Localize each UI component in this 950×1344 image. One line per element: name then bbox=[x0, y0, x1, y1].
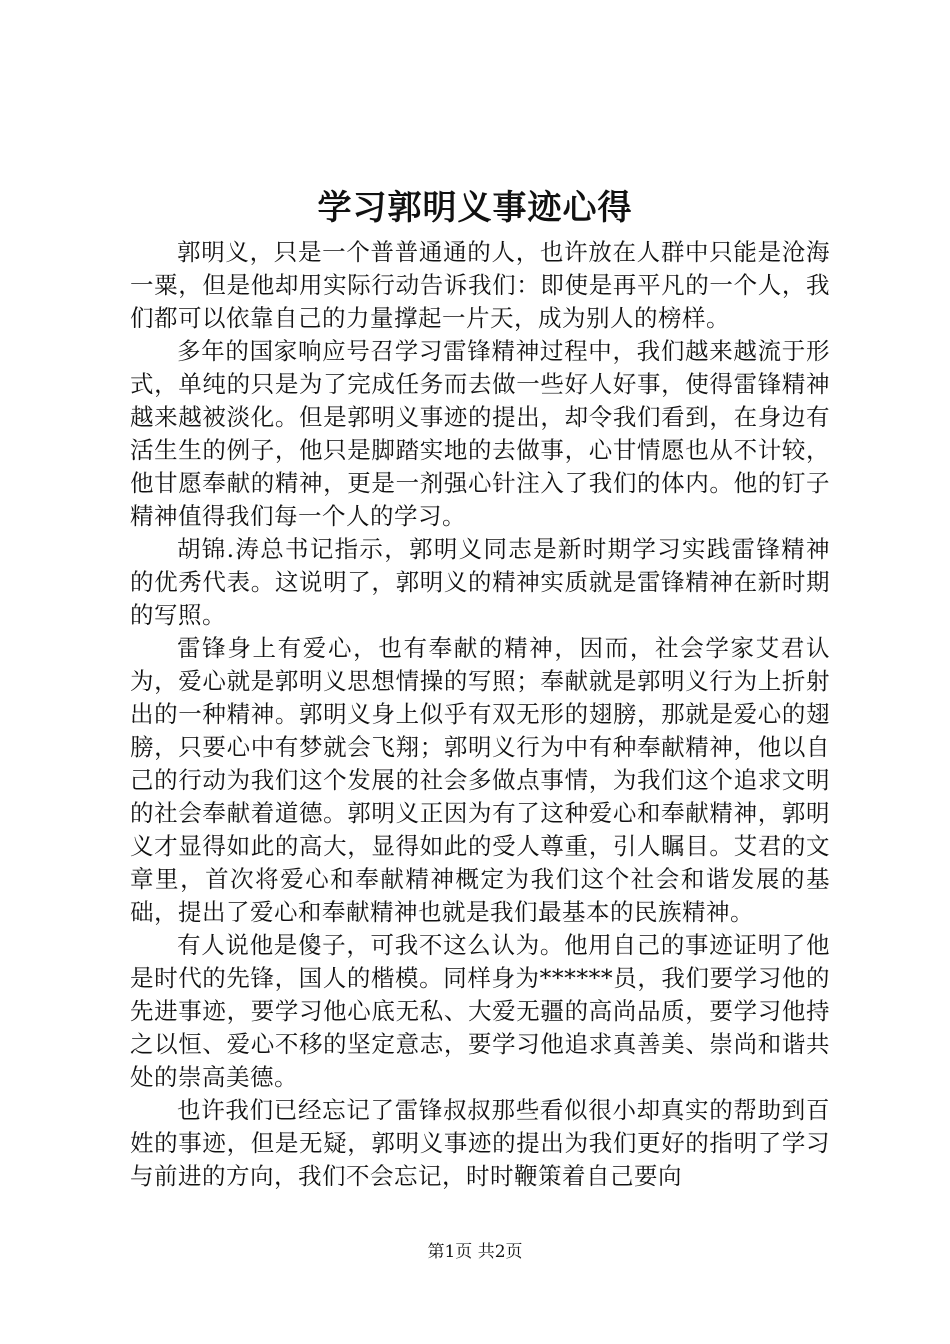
document-title: 学习郭明义事迹心得 bbox=[317, 188, 633, 228]
document-body bbox=[130, 236, 830, 1193]
paragraph-2: 多年的国家响应号召学习雷锋精神过程中，我们越来越流于形式，单纯的只是为了完成任务而去做一些好人好事，使得雷锋精神越来越被淡化。但是郭明义事迹的提出，却令我们看到，在身边有活生生的例子，他只是脚踏实地的去做事，心甘情愿也从不计较，他甘愿奉献的精神，更是一剂强心针注入了我们的体内。他的钉子精神值得我们每一个人的学习。 bbox=[130, 337, 830, 530]
page-footer bbox=[0, 1240, 950, 1264]
paragraph-3: 胡锦.涛总书记指示，郭明义同志是新时期学习实践雷锋精神的优秀代表。这说明了，郭明义的精神实质就是雷锋精神在新时期的写照。 bbox=[130, 535, 830, 629]
paragraph-6: 也许我们已经忘记了雷锋叔叔那些看似很小却真实的帮助到百姓的事迹，但是无疑，郭明义事迹的提出为我们更好的指明了学习与前进的方向，我们不会忘记，时时鞭策着自己要向 bbox=[130, 1096, 830, 1190]
page-number-label: 第1页 共2页 bbox=[427, 1242, 523, 1262]
paragraph-5: 有人说他是傻子，可我不这么认为。他用自己的事迹证明了他是时代的先锋，国人的楷模。同样身为******员，我们要学习他的先进事迹，要学习他心底无私、大爱无疆的高尚品质，要学习他持之以恒、爱心不移的坚定意志，要学习他追求真善美、崇尚和谐共处的崇高美德。 bbox=[130, 931, 830, 1091]
paragraph-1: 郭明义，只是一个普普通通的人，也许放在人群中只能是沧海一粟，但是他却用实际行动告诉我们：即使是再平凡的一个人，我们都可以依靠自己的力量撑起一片天，成为别人的榜样。 bbox=[130, 238, 830, 332]
paragraph-4: 雷锋身上有爱心，也有奉献的精神，因而，社会学家艾君认为，爱心就是郭明义思想情操的写照；奉献就是郭明义行为上折射出的一种精神。郭明义身上似乎有双无形的翅膀，那就是爱心的翅膀，只要心中有梦就会飞翔；郭明义行为中有种奉献精神，他以自己的行动为我们这个发展的社会多做点事情，为我们这个追求文明的社会奉献着道德。郭明义正因为有了这种爱心和奉献精神，郭明义才显得如此的高大，显得如此的受人尊重，引人瞩目。艾君的文章里，首次将爱心和奉献精神概定为我们这个社会和谐发展的基础，提出了爱心和奉献精神也就是我们最基本的民族精神。 bbox=[130, 634, 830, 926]
